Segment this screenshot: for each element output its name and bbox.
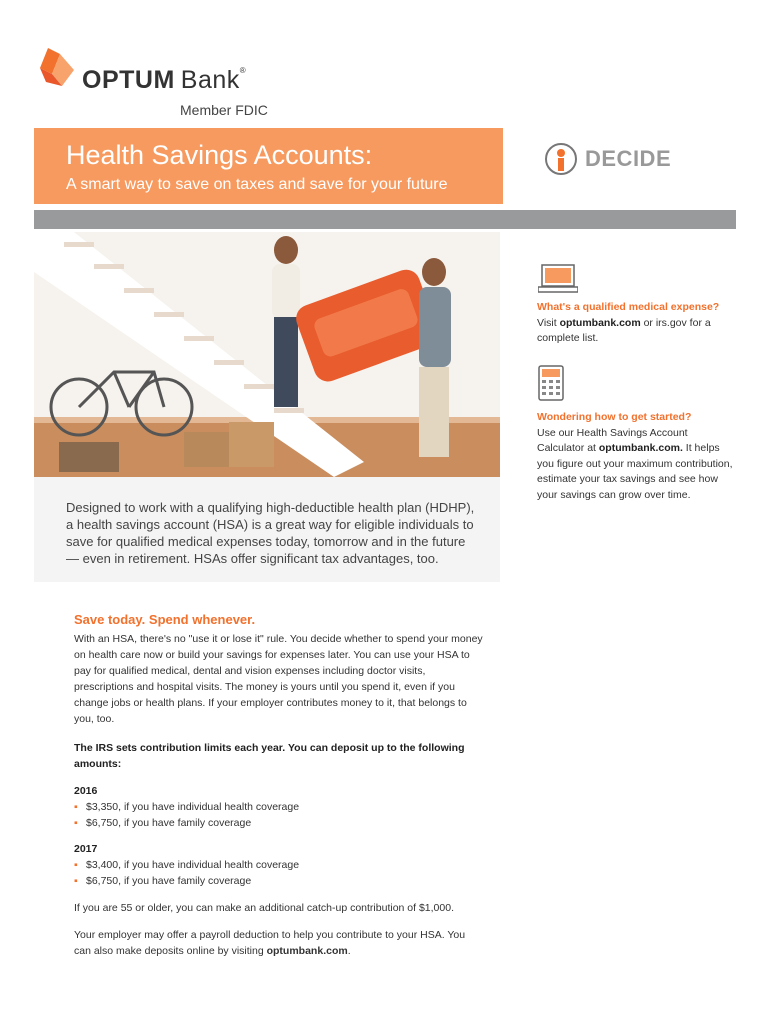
limits-list-2016 <box>74 799 484 831</box>
optumbank-link[interactable]: optumbank.com <box>266 945 348 957</box>
member-fdic: Member FDIC <box>180 102 268 118</box>
list-item: ▪ $6,750, if you have family coverage <box>74 873 484 889</box>
limits-list-2017 <box>74 857 484 889</box>
sidebar-question: What's a qualified medical expense? <box>537 301 720 313</box>
sidebar-item-get-started <box>537 410 737 503</box>
employer-text: Your employer may offer a payroll deduction to help you contribute to your HSA. You can also make deposits online by visiting optumbank.com. <box>74 929 466 957</box>
decide-label: DECIDE <box>585 146 672 171</box>
limits-intro: The IRS sets contribution limits each year. You can deposit up to the following amounts: <box>74 742 465 770</box>
section-heading: Save today. Spend whenever. <box>74 612 256 627</box>
info-icon <box>545 143 577 175</box>
body-paragraph: With an HSA, there's no "use it or lose it" rule. You decide whether to spend your money on health care now or build your savings for expenses later. You can use your HSA to pay for qualified medical, dental and vision expenses including doctor visits, prescriptions and hospital visits. The money is yours until you spend it, even if you change jobs or health plans. If your employer contributes money to it, that belongs to you, too. <box>74 633 483 725</box>
optum-logo-mark-icon <box>36 44 78 90</box>
sidebar-link[interactable]: optumbank.com. <box>598 442 683 454</box>
registered-mark: ® <box>239 66 247 75</box>
year-2017: 2017 <box>74 843 98 855</box>
logo-wordmark <box>82 66 246 95</box>
year-2016: 2016 <box>74 785 98 797</box>
calculator-icon <box>538 365 564 401</box>
list-item: ▪ $3,400, if you have individual health coverage <box>74 857 484 873</box>
page-title: Health Savings Accounts: <box>66 140 373 170</box>
optum-bank-logo <box>36 44 256 94</box>
intro-box <box>34 477 500 582</box>
title-banner <box>34 128 503 204</box>
sidebar-question: Wondering how to get started? <box>537 411 692 423</box>
sidebar-text: Visit optumbank.com or irs.gov for a complete list. <box>537 316 711 344</box>
main-content <box>74 612 484 959</box>
list-item: ▪ $3,350, if you have individual health coverage <box>74 799 484 815</box>
sidebar-item-qualified-expense <box>537 300 737 347</box>
logo-product: Bank <box>180 66 240 94</box>
divider-bar <box>34 210 736 229</box>
sidebar-link[interactable]: optumbank.com <box>559 316 641 329</box>
page-subtitle: A smart way to save on taxes and save for your future <box>66 176 448 193</box>
list-item: ▪ $6,750, if you have family coverage <box>74 815 484 831</box>
sidebar-text: Use our Health Savings Account Calculator at optumbank.com. It helps you figure out your maximum contribution, estimate your tax savings and see how your savings can grow over time. <box>537 426 733 501</box>
decide-badge <box>545 143 671 175</box>
catchup-text: If you are 55 or older, you can make an additional catch-up contribution of $1,000. <box>74 902 454 914</box>
intro-text: Designed to work with a qualifying high-deductible health plan (HDHP), a health savings account (HSA) is a great way for eligible individuals to save for qualified medical expenses today, tomorrow and in the future — even in retirement. HSAs offer significant tax advantages, too. <box>66 500 475 566</box>
laptop-icon <box>538 264 578 294</box>
logo-name: OPTUM <box>82 66 175 94</box>
hero-photo <box>34 232 500 477</box>
